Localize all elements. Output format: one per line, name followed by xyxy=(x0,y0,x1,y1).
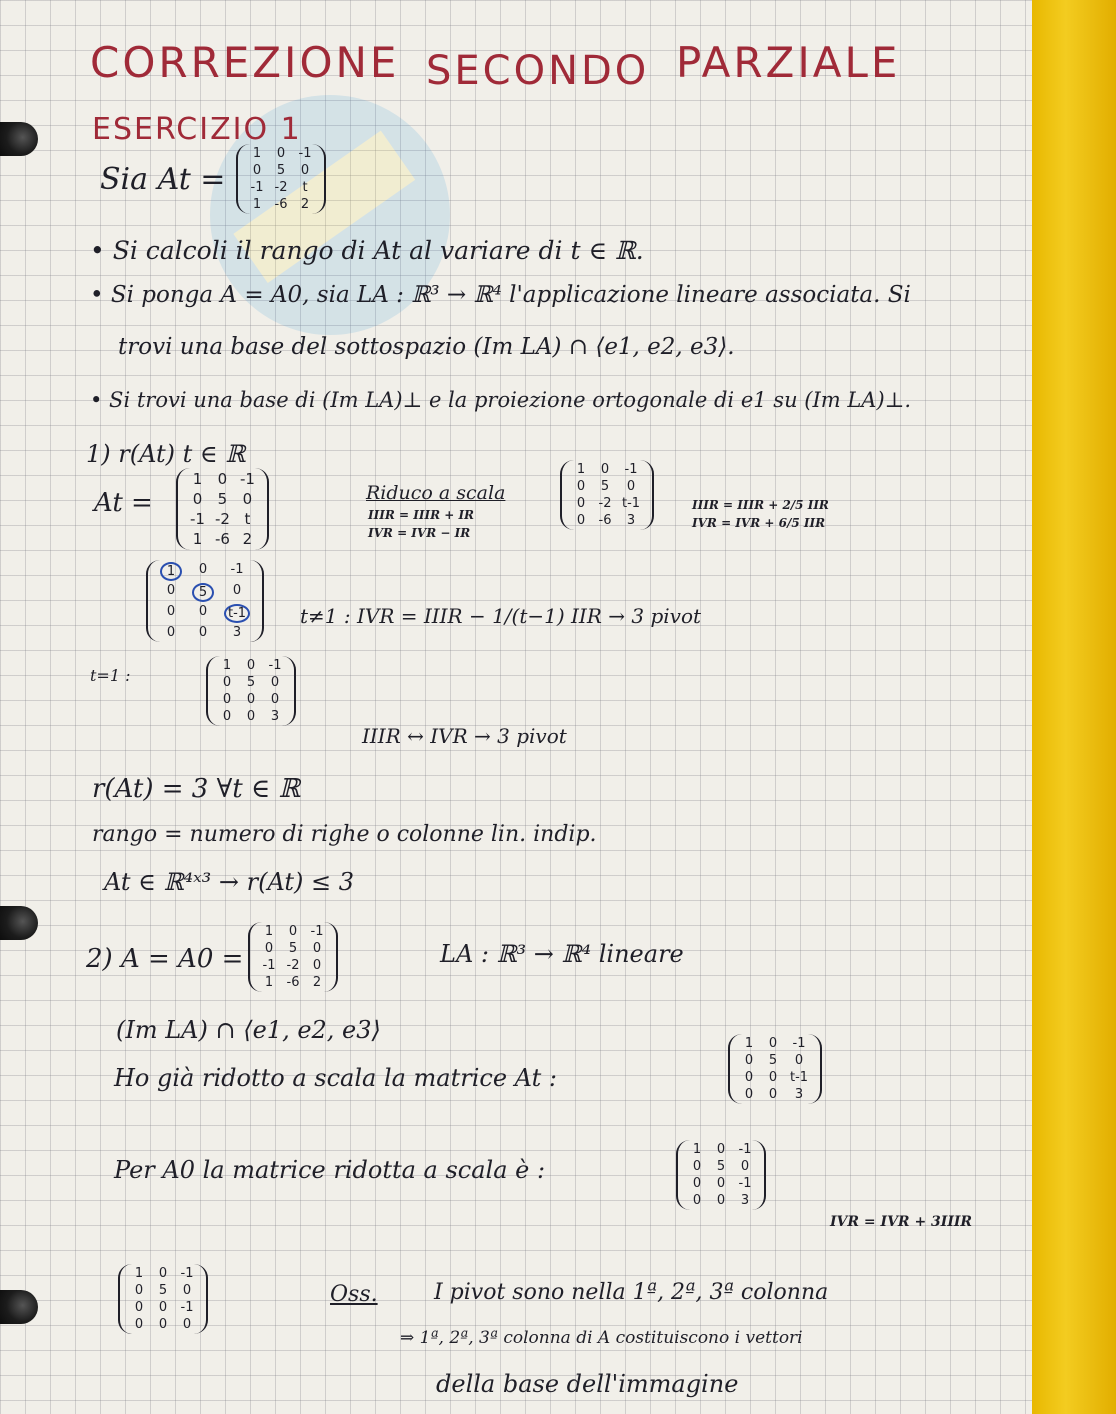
matrix-cell: 0 xyxy=(182,1283,192,1298)
matrix-cell: t-1 xyxy=(224,604,250,623)
part1-at-label: At = xyxy=(94,488,153,518)
matrix-cell: -2 xyxy=(274,180,288,195)
matrix-cell: 0 xyxy=(166,604,176,619)
row-op-2: IVR = IVR − IR xyxy=(368,526,471,540)
matrix-cell: 0 xyxy=(626,479,636,494)
matrix-cell: 1 xyxy=(264,975,274,990)
oss-line-3: della base dell'immagine xyxy=(436,1370,739,1398)
matrix-step-2 xyxy=(146,560,264,642)
matrix-cell: 0 xyxy=(158,1317,168,1332)
row-op-4: IVR = IVR + 6/5 IIR xyxy=(692,516,826,530)
reduced-at-text: Ho già ridotto a scala la matrice At : xyxy=(114,1064,557,1092)
matrix-cell: 3 xyxy=(232,625,242,640)
matrix-cell: 0 xyxy=(312,941,322,956)
matrix-cell: 0 xyxy=(222,675,232,690)
matrix-cell: 5 xyxy=(158,1283,168,1298)
matrix-cell: t xyxy=(244,510,251,528)
matrix-cell: 0 xyxy=(716,1142,726,1157)
matrix-cell: 0 xyxy=(716,1176,726,1191)
matrix-cell: -1 xyxy=(262,958,276,973)
matrix-cell: 0 xyxy=(166,583,176,598)
matrix-step-1 xyxy=(560,460,654,530)
matrix-cell: -1 xyxy=(239,470,255,488)
matrix-cell: -2 xyxy=(214,510,230,528)
matrix-cell: 0 xyxy=(242,490,253,508)
matrix-cell: 5 xyxy=(246,675,256,690)
bullet-3: • Si trovi una base di (Im LA)⊥ e la proiezione ortogonale di e1 su (Im LA)⊥. xyxy=(90,388,912,412)
matrix-cell: 1 xyxy=(160,562,182,581)
matrix-cell: 5 xyxy=(716,1159,726,1174)
matrix-cell: 0 xyxy=(692,1193,702,1208)
matrix-cell: 0 xyxy=(576,513,586,528)
matrix-at-part1 xyxy=(176,468,269,550)
matrix-cell: 0 xyxy=(768,1036,778,1051)
matrix-cell: 0 xyxy=(198,604,208,619)
matrix-cell: 1 xyxy=(252,197,262,212)
matrix-cell: 3 xyxy=(740,1193,750,1208)
matrix-cell: 0 xyxy=(744,1087,754,1102)
matrix-cell: 0 xyxy=(270,675,280,690)
part1-header: 1) r(At) t ∈ ℝ xyxy=(86,440,246,468)
title-word-1: CORREZIONE xyxy=(90,38,400,87)
matrix-cell: 2 xyxy=(300,197,310,212)
matrix-cell: 0 xyxy=(252,163,262,178)
binder-ring-middle xyxy=(0,906,38,940)
matrix-cell: 1 xyxy=(264,924,274,939)
matrix-at xyxy=(236,144,326,214)
matrix-cell: 0 xyxy=(222,709,232,724)
matrix-cell: 3 xyxy=(794,1087,804,1102)
matrix-cell: 1 xyxy=(692,1142,702,1157)
matrix-cell: -1 xyxy=(230,562,244,577)
matrix-cell: t xyxy=(302,180,308,195)
oss-line-2: ⇒ 1ª, 2ª, 3ª colonna di A costituiscono i vettori xyxy=(400,1328,803,1348)
matrix-cell: 5 xyxy=(192,583,214,602)
matrix-cell: 0 xyxy=(768,1087,778,1102)
matrix-cell: t-1 xyxy=(622,496,641,511)
matrix-cell: 0 xyxy=(222,692,232,707)
matrix-cell: t-1 xyxy=(790,1070,809,1085)
matrix-cell: 0 xyxy=(158,1266,168,1281)
matrix-cell: 0 xyxy=(192,490,203,508)
row-op-5: IVR = IVR + 3IIIR xyxy=(830,1214,973,1230)
rank-result: r(At) = 3 ∀t ∈ ℝ xyxy=(92,774,301,804)
matrix-t-equals-1 xyxy=(206,656,296,726)
title-word-3: PARZIALE xyxy=(676,38,901,87)
matrix-cell: -1 xyxy=(298,146,312,161)
reduce-text: Riduco a scala xyxy=(366,482,506,504)
binder-ring-top xyxy=(0,122,38,156)
matrix-cell: 0 xyxy=(134,1283,144,1298)
row-op-3: IIIR = IIIR + 2/5 IIR xyxy=(692,498,829,512)
matrix-cell: 0 xyxy=(312,958,322,973)
matrix-cell: 0 xyxy=(217,470,228,488)
matrix-cell: -6 xyxy=(598,513,612,528)
matrix-cell: 5 xyxy=(217,490,228,508)
matrix-cell: 0 xyxy=(270,692,280,707)
bullet-2: • Si ponga A = A0, sia LA : ℝ³ → ℝ⁴ l'applicazione lineare associata. Si xyxy=(90,282,911,308)
matrix-cell: 0 xyxy=(246,658,256,673)
matrix-cell: 0 xyxy=(600,462,610,477)
matrix-cell: -6 xyxy=(214,530,230,548)
matrix-cell: 5 xyxy=(768,1053,778,1068)
matrix-cell: 0 xyxy=(744,1070,754,1085)
matrix-cell: 0 xyxy=(134,1300,144,1315)
matrix-cell: 1 xyxy=(222,658,232,673)
case-t-not-1: t≠1 : IVR = IIIR − 1/(t−1) IIR → 3 pivot xyxy=(300,604,702,628)
matrix-cell: 0 xyxy=(300,163,310,178)
row-op-1: IIIR = IIIR + IR xyxy=(368,508,475,522)
matrix-cell: 0 xyxy=(232,583,242,598)
title-word-2: SECONDO xyxy=(426,48,650,94)
oss-label: Oss. xyxy=(330,1282,378,1307)
matrix-cell: -1 xyxy=(180,1266,194,1281)
matrix-cell: 2 xyxy=(312,975,322,990)
binder-ring-bottom xyxy=(0,1290,38,1324)
bullet-1: • Si calcoli il rango di At al variare di t ∈ ℝ. xyxy=(90,236,644,265)
matrix-cell: 0 xyxy=(158,1300,168,1315)
matrix-cell: 0 xyxy=(198,625,208,640)
matrix-cell: -2 xyxy=(286,958,300,973)
matrix-cell: 0 xyxy=(576,479,586,494)
matrix-cell: 0 xyxy=(166,625,176,640)
matrix-cell: 1 xyxy=(576,462,586,477)
matrix-cell: 5 xyxy=(600,479,610,494)
matrix-cell: 5 xyxy=(288,941,298,956)
row-swap: IIIR ↔ IVR → 3 pivot xyxy=(362,724,567,748)
statement-intro: Sia At = xyxy=(100,162,226,197)
matrix-cell: 0 xyxy=(182,1317,192,1332)
matrix-cell: -1 xyxy=(792,1036,806,1051)
case-t-1-label: t=1 : xyxy=(90,666,131,685)
matrix-cell: -1 xyxy=(180,1300,194,1315)
matrix-reduced-a0 xyxy=(676,1140,766,1210)
matrix-cell: -6 xyxy=(286,975,300,990)
matrix-cell: 1 xyxy=(192,530,203,548)
rank-note-1: rango = numero di righe o colonne lin. indip. xyxy=(92,822,597,847)
linear-map: LA : ℝ³ → ℝ⁴ lineare xyxy=(440,940,684,968)
oss-line-1: I pivot sono nella 1ª, 2ª, 3ª colonna xyxy=(434,1280,829,1305)
matrix-cell: 0 xyxy=(794,1053,804,1068)
matrix-reduced-at xyxy=(728,1034,822,1104)
matrix-cell: -1 xyxy=(268,658,282,673)
intersection-expr: (Im LA) ∩ ⟨e1, e2, e3⟩ xyxy=(116,1016,381,1044)
matrix-cell: 0 xyxy=(198,562,208,577)
matrix-cell: 0 xyxy=(288,924,298,939)
matrix-cell: -1 xyxy=(190,510,205,528)
matrix-final xyxy=(118,1264,208,1334)
matrix-cell: 0 xyxy=(246,709,256,724)
matrix-cell: 0 xyxy=(692,1159,702,1174)
matrix-cell: 0 xyxy=(276,146,286,161)
matrix-cell: 1 xyxy=(744,1036,754,1051)
reduced-a0-text: Per A0 la matrice ridotta a scala è : xyxy=(114,1156,546,1184)
matrix-cell: 0 xyxy=(740,1159,750,1174)
matrix-cell: 0 xyxy=(692,1176,702,1191)
matrix-cell: 0 xyxy=(264,941,274,956)
matrix-cell: -6 xyxy=(274,197,288,212)
matrix-cell: 2 xyxy=(242,530,253,548)
matrix-cell: 0 xyxy=(134,1317,144,1332)
matrix-cell: 1 xyxy=(134,1266,144,1281)
rank-note-2: At ∈ ℝ⁴ˣ³ → r(At) ≤ 3 xyxy=(104,868,355,896)
matrix-cell: 5 xyxy=(276,163,286,178)
matrix-cell: 1 xyxy=(192,470,203,488)
watermark-logo xyxy=(170,55,490,375)
matrix-cell: 3 xyxy=(626,513,636,528)
part2-header: 2) A = A0 = xyxy=(86,944,244,974)
matrix-cell: 1 xyxy=(252,146,262,161)
bullet-2-cont: trovi una base del sottospazio (Im LA) ∩ ⟨e1, e2, e3⟩. xyxy=(118,334,735,360)
matrix-cell: 0 xyxy=(716,1193,726,1208)
matrix-a0 xyxy=(248,922,338,992)
matrix-cell: -1 xyxy=(624,462,638,477)
matrix-cell: 0 xyxy=(744,1053,754,1068)
matrix-cell: 0 xyxy=(768,1070,778,1085)
matrix-cell: -1 xyxy=(250,180,264,195)
matrix-cell: -1 xyxy=(738,1176,752,1191)
matrix-cell: 0 xyxy=(576,496,586,511)
exercise-heading: ESERCIZIO 1 xyxy=(92,112,302,147)
matrix-cell: -1 xyxy=(738,1142,752,1157)
yellow-divider-tab xyxy=(1032,0,1116,1414)
matrix-cell: -2 xyxy=(598,496,612,511)
matrix-cell: -1 xyxy=(310,924,324,939)
matrix-cell: 0 xyxy=(246,692,256,707)
matrix-cell: 3 xyxy=(270,709,280,724)
